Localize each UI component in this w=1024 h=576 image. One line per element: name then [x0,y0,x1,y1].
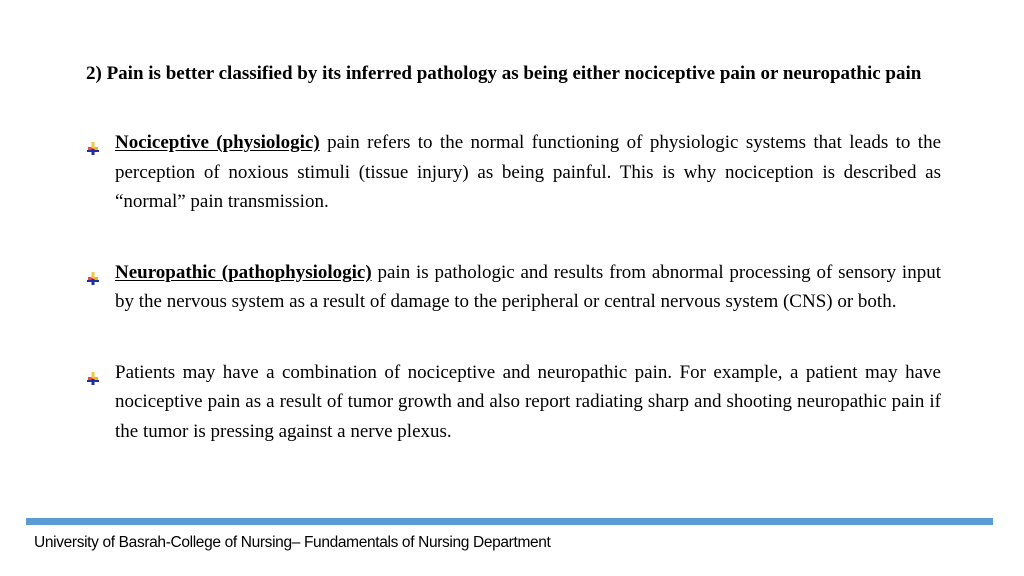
bullet-item-nociceptive [86,128,941,217]
bullet-item-combination [86,358,941,447]
bullet-list [86,128,941,446]
footer-text: University of Basrah-College of Nursing– Fundamentals of Nursing Department [34,534,551,551]
term-nociceptive: Nociceptive (physiologic) [115,132,320,153]
bullet-text: pain is pathologic and results from abnormal processing of sensory input by the nervous system as a result of damage to the peripheral or central nervous system (CNS) or both. [115,261,941,312]
arrow-bullet-icon [86,136,100,150]
arrow-bullet-icon [86,266,100,280]
bullet-text: pain refers to the normal functioning of physiologic systems that leads to the perception of noxious stimuli (tissue injury) as being painful. This is why nociception is described as “normal” pain transmission. [115,132,942,212]
bullet-text: Patients may have a combination of nociceptive and neuropathic pain. For example, a patient may have nociceptive pain as a result of tumor growth and also report radiating sharp and shooting neuropathic pain if the tumor is pressing against a nerve plexus. [115,361,941,442]
slide-heading: 2) Pain is better classified by its inferred pathology as being either nociceptive pain or neuropathic pain [86,63,922,84]
term-neuropathic: Neuropathic (pathophysiologic) [115,261,372,283]
footer-divider-bar [26,518,993,525]
arrow-bullet-icon [86,366,100,380]
bullet-item-neuropathic [86,258,941,317]
